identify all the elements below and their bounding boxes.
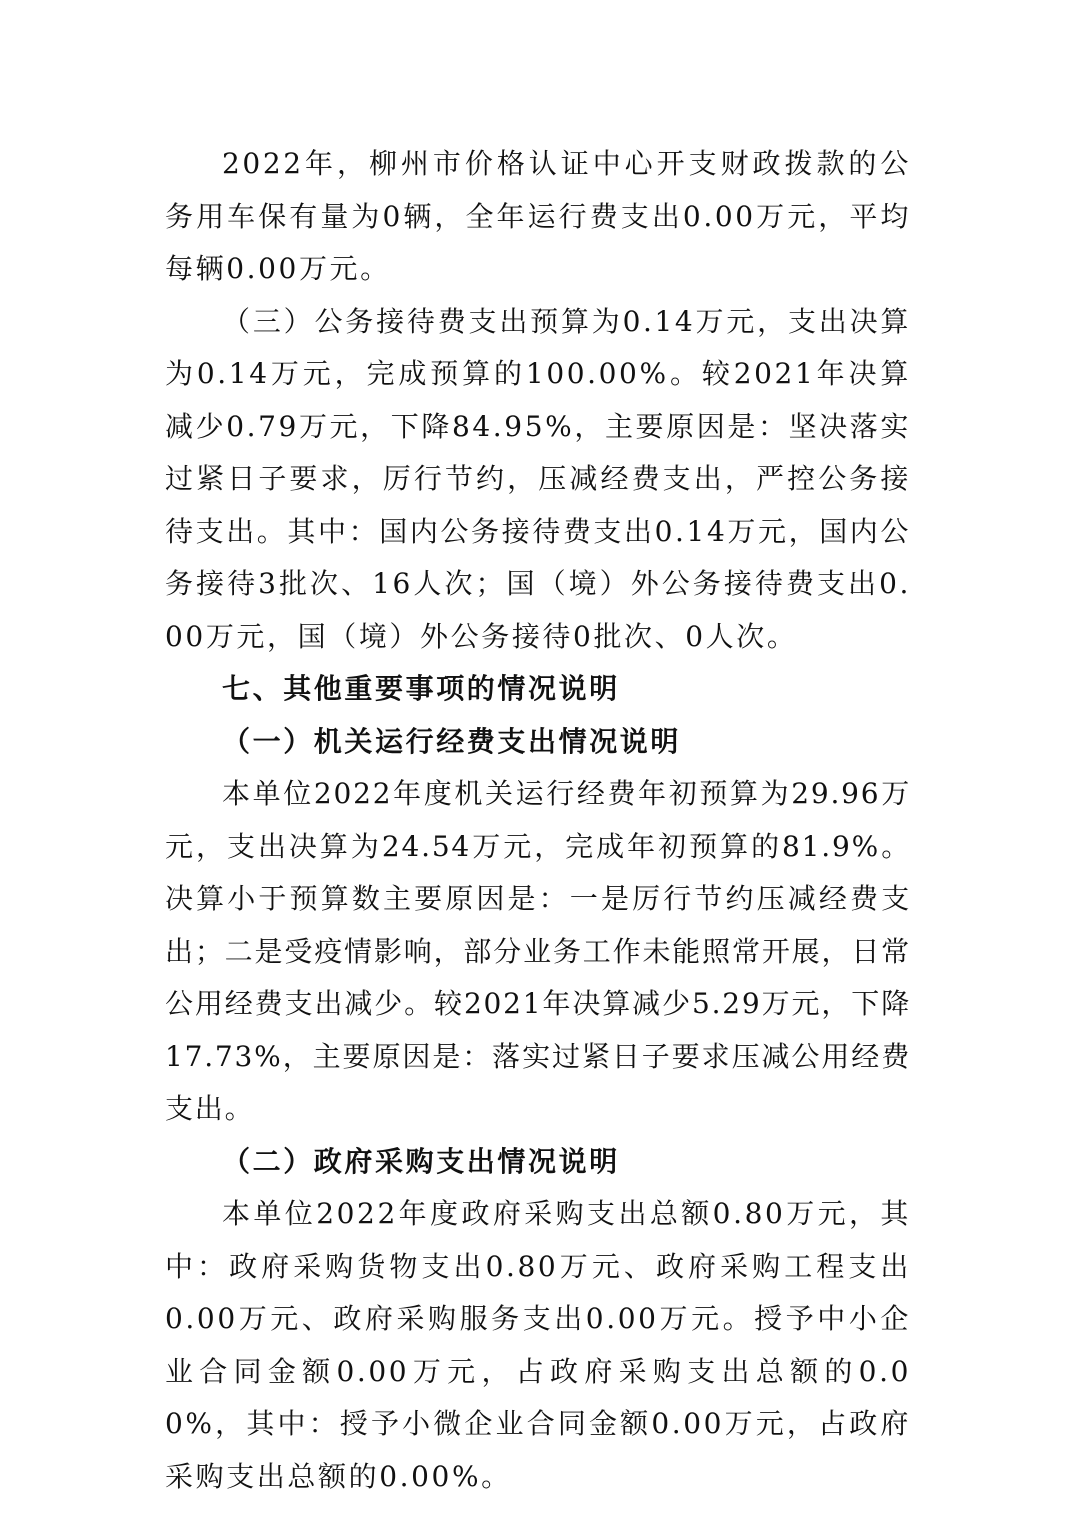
paragraph-reception-expense: （三）公务接待费支出预算为0.14万元，支出决算为0.14万元，完成预算的100.00%。较2021年决算减少0.79万元，下降84.95%，主要原因是：坚决落实过紧日子要求，厉行节约，压减经费支出，严控公务接待支出。其中：国内公务接待费支出0.14万元，国内公务接待3批次、16人次；国（境）外公务接待费支出0.00万元，国（境）外公务接待0批次、0人次。 (165, 304, 911, 653)
paragraph-vehicle-expense: 2022年，柳州市价格认证中心开支财政拨款的公务用车保有量为0辆，全年运行费支出0.00万元，平均每辆0.00万元。 (165, 147, 911, 285)
document-body (165, 138, 911, 1503)
section-heading-other-matters: 七、其他重要事项的情况说明 (222, 672, 620, 705)
paragraph-procurement: 本单位2022年度政府采购支出总额0.80万元，其中：政府采购货物支出0.80万元、政府采购工程支出0.00万元、政府采购服务支出0.00万元。授予中小企业合同金额0.00万元，占政府采购支出总额的0.00%，其中：授予小微企业合同金额0.00万元，占政府采购支出总额的0.00%。 (165, 1197, 912, 1493)
subsection-heading-operating-expense: （一）机关运行经费支出情况说明 (222, 724, 682, 758)
subsection-heading-procurement: （二）政府采购支出情况说明 (222, 1144, 620, 1178)
paragraph-operating-expense: 本单位2022年度机关运行经费年初预算为29.96万元，支出决算为24.54万元，完成年初预算的81.9%。决算小于预算数主要原因是：一是厉行节约压减经费支出；二是受疫情影响，部分业务工作未能照常开展，日常公用经费支出减少。较2021年决算减少5.29万元，下降17.73%，主要原因是：落实过紧日子要求压减公用经费支出。 (165, 777, 911, 1125)
